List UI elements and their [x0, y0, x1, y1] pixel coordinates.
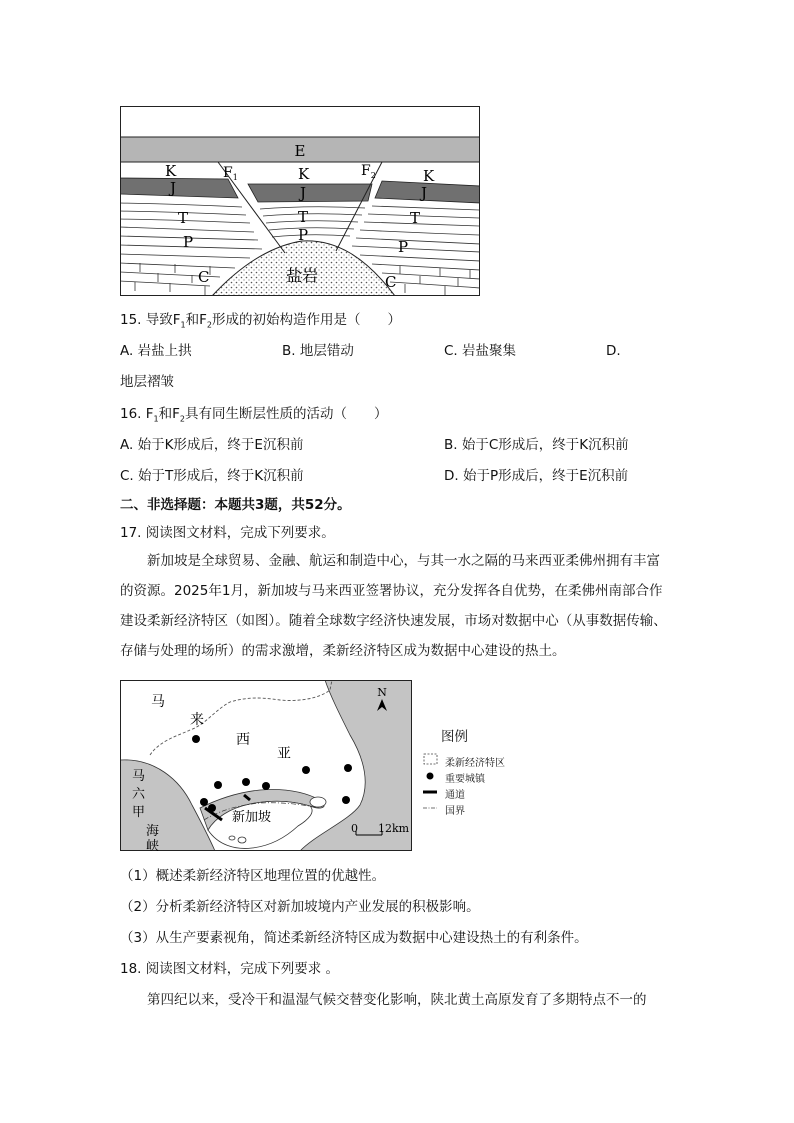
label-singapore: 新加坡 — [232, 810, 272, 825]
q15-option-d-text: 地层褶皱 — [120, 374, 174, 390]
section-2-title: 二、非选择题：本题共3题，共52分。 — [120, 497, 351, 513]
scale-zero: 0 — [351, 822, 358, 835]
johor-singapore-map — [120, 680, 412, 851]
q16-option-d: D. 始于P形成后，终于E沉积前 — [444, 468, 629, 484]
north-label: N — [377, 686, 387, 699]
strait-liu: 六 — [132, 787, 146, 802]
legend-town-icon — [427, 773, 434, 780]
layer-j-mid — [248, 184, 372, 202]
label-k-left: K — [165, 162, 177, 180]
q16-option-a: A. 始于K形成后，终于E沉积前 — [120, 437, 304, 453]
q18-stem: 18. 阅读图文材料，完成下列要求 。 — [120, 961, 340, 977]
label-salt: 盐岩 — [285, 266, 319, 285]
label-f1: $F_1$ — [223, 165, 238, 182]
label-ya: 亚 — [277, 746, 291, 762]
legend-sez-icon — [424, 754, 437, 764]
label-t-mid: T — [298, 208, 309, 226]
q18-paragraph: 第四纪以来，受冷干和温湿气候交替变化影响，陕北黄土高原发育了多期特点不一的 — [147, 992, 647, 1008]
legend-symbols — [420, 752, 440, 820]
label-c-right: C — [385, 273, 397, 291]
q15-option-b: B. 地层错动 — [282, 343, 354, 359]
label-p-left: P — [183, 233, 194, 251]
label-f2: $F_2$ — [361, 163, 376, 180]
scale-value: 12km — [378, 822, 410, 835]
legend-item-town: 重要城镇 — [445, 774, 485, 785]
legend-item-border: 国界 — [445, 806, 465, 817]
label-k-mid: K — [298, 165, 310, 183]
label-t-left: T — [178, 209, 189, 227]
q15-option-c: C. 岩盐聚集 — [444, 343, 517, 359]
label-e: E — [294, 142, 306, 160]
label-xi: 西 — [236, 732, 250, 748]
q17-sub2: （2）分析柔新经济特区对新加坡境内产业发展的积极影响。 — [120, 899, 480, 915]
label-c-left: C — [198, 268, 210, 286]
legend-title: 图例 — [441, 729, 468, 745]
label-k-right: K — [423, 167, 435, 185]
layer-j-left — [120, 178, 238, 198]
q17-stem: 17. 阅读图文材料，完成下列要求。 — [120, 525, 335, 541]
label-j-mid: J — [300, 184, 307, 202]
q16-option-c: C. 始于T形成后，终于K沉积前 — [120, 468, 304, 484]
label-j-right: J — [421, 184, 428, 202]
q16-option-b: B. 始于C形成后，终于K沉积前 — [444, 437, 629, 453]
strait-xia: 峡 — [146, 839, 160, 851]
label-j-left: J — [170, 179, 177, 197]
q17-paragraph: 新加坡是全球贸易、金融、航运和制造中心，与其一水之隔的马来西亚柔佛州拥有丰富的资源。2025年1月，新加坡与马来西亚签署协议，充分发挥各自优势，在柔佛州南部合作建设柔新经济特区（如图）。随着全球数字经济快速发展，市场对数据中心（从事数据传输、存储与处理的场所）的需求激增，柔新经济特区成为数据中心建设的热土。 — [120, 553, 667, 659]
q15-option-d-label: D. — [606, 343, 621, 359]
legend-item-sez: 柔新经济特区 — [445, 758, 505, 769]
geologic-cross-section-figure — [120, 106, 480, 296]
label-t-right: T — [410, 209, 421, 227]
q17-sub1: （1）概述柔新经济特区地理位置的优越性。 — [120, 868, 386, 884]
strait-jia: 甲 — [132, 805, 146, 820]
label-p-right: P — [398, 238, 409, 256]
label-lai: 来 — [190, 712, 204, 728]
q15-option-a: A. 岩盐上拱 — [120, 343, 192, 359]
q16-stem: 16. $F_1$和$F_2$具有同生断层性质的活动（ ） — [120, 406, 388, 424]
label-p-mid: P — [298, 226, 309, 244]
q15-stem: 15. 导致$F_1$和$F_2$形成的初始构造作用是（ ） — [120, 312, 401, 330]
label-ma: 马 — [151, 694, 165, 710]
q17-sub3: （3）从生产要素视角，简述柔新经济特区成为数据中心建设热土的有利条件。 — [120, 930, 588, 946]
strait-hai: 海 — [146, 824, 160, 839]
strait-ma: 马 — [132, 769, 146, 784]
legend-item-channel: 通道 — [445, 790, 465, 801]
